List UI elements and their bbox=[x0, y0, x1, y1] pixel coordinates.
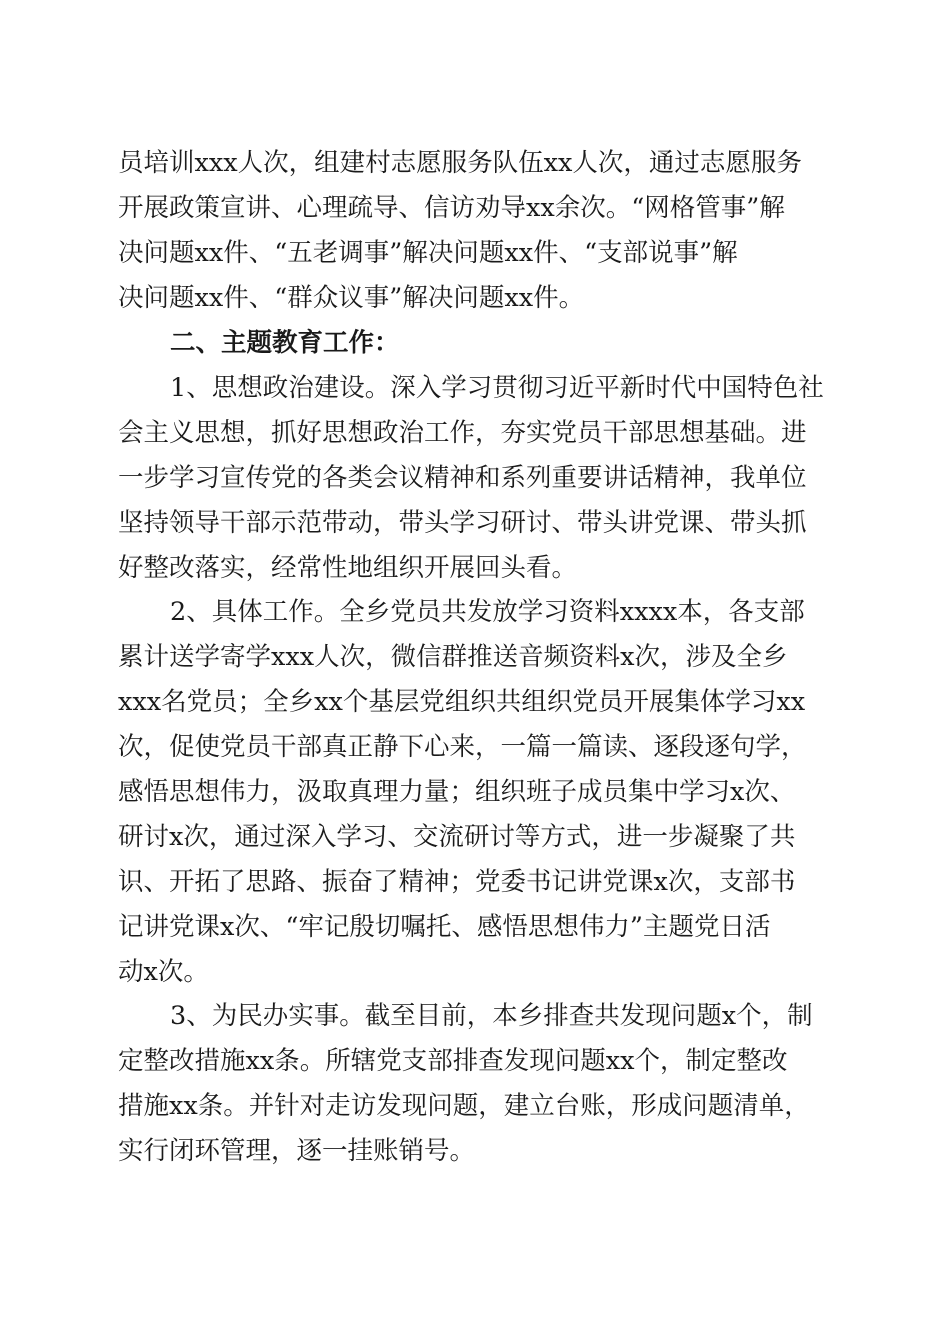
item1-line: 1、思想政治建设。深入学习贯彻习近平新时代中国特色社 bbox=[170, 373, 824, 403]
item1-line: 坚持领导干部示范带动，带头学习研讨、带头讲党课、带头抓 bbox=[118, 508, 807, 538]
item2-line: 动x次。 bbox=[118, 957, 209, 987]
section-heading: 二、主题教育工作： bbox=[170, 328, 400, 358]
item3-line: 3、为民办实事。截至目前，本乡排查共发现问题x个，制 bbox=[170, 1001, 813, 1031]
item1-line: 好整改落实，经常性地组织开展回头看。 bbox=[118, 553, 578, 583]
paragraph-line: 决问题xx件、“群众议事”解决问题xx件。 bbox=[118, 283, 585, 313]
item3-line: 措施xx条。并针对走访发现问题，建立台账，形成问题清单， bbox=[118, 1091, 810, 1121]
paragraph-line: 决问题xx件、“五老调事”解决问题xx件、“支部说事”解 bbox=[118, 238, 738, 268]
item3-line: 实行闭环管理，逐一挂账销号。 bbox=[118, 1136, 476, 1166]
paragraph-line: 员培训xxx人次，组建村志愿服务队伍xx人次，通过志愿服务 bbox=[118, 148, 802, 178]
item2-line: 识、开拓了思路、振奋了精神；党委书记讲党课x次，支部书 bbox=[118, 867, 796, 897]
item2-line: 次，促使党员干部真正静下心来，一篇一篇读、逐段逐句学， bbox=[118, 732, 807, 762]
item2-line: 研讨x次，通过深入学习、交流研讨等方式，进一步凝聚了共 bbox=[118, 822, 796, 852]
document-body bbox=[118, 0, 830, 1344]
item2-line: 记讲党课x次、“牢记殷切嘱托、感悟思想伟力”主题党日活 bbox=[118, 912, 771, 942]
item1-line: 会主义思想，抓好思想政治工作，夯实党员干部思想基础。进 bbox=[118, 418, 807, 448]
paragraph-line: 开展政策宣讲、心理疏导、信访劝导xx余次。“网格管事”解 bbox=[118, 193, 785, 223]
item2-line: 累计送学寄学xxx人次，微信群推送音频资料x次，涉及全乡 bbox=[118, 642, 788, 672]
item3-line: 定整改措施xx条。所辖党支部排查发现问题xx个，制定整改 bbox=[118, 1046, 788, 1076]
item2-line: xxx名党员；全乡xx个基层党组织共组织党员开展集体学习xx bbox=[118, 687, 806, 717]
item1-line: 一步学习宣传党的各类会议精神和系列重要讲话精神，我单位 bbox=[118, 463, 807, 493]
item2-line: 2、具体工作。全乡党员共发放学习资料xxxx本，各支部 bbox=[170, 597, 805, 627]
item2-line: 感悟思想伟力，汲取真理力量；组织班子成员集中学习x次、 bbox=[118, 777, 796, 807]
